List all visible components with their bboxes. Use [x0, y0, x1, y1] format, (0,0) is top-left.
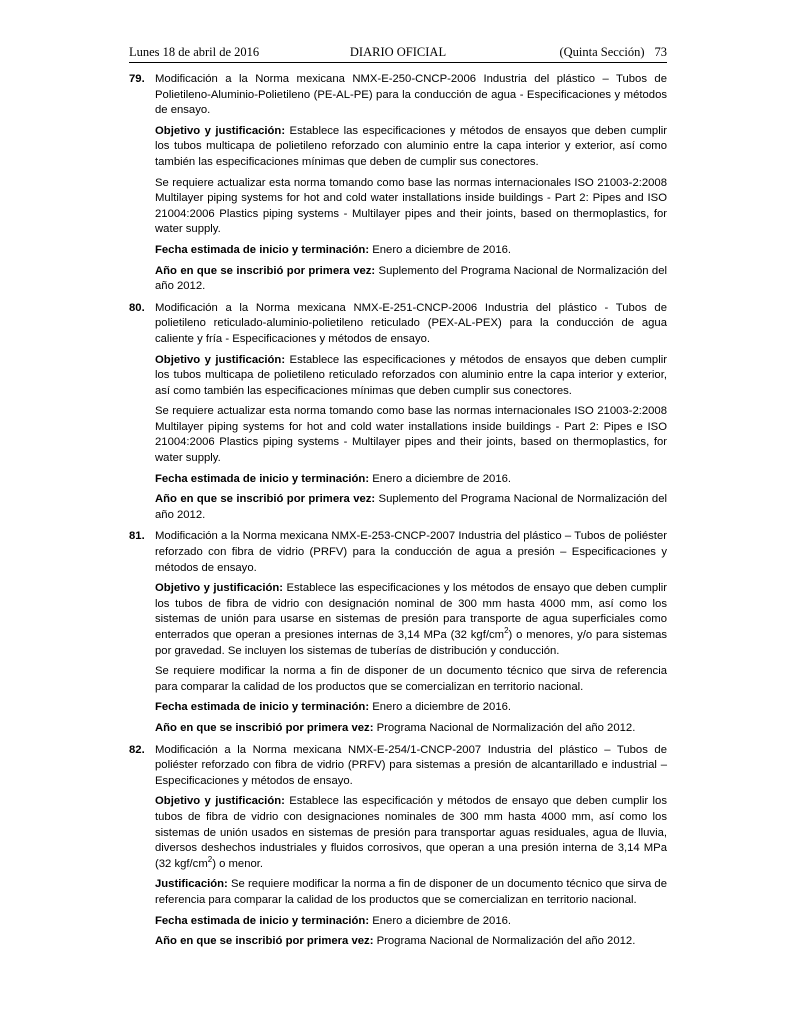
- entry-title: Modificación a la Norma mexicana NMX-E-254/1-CNCP-2007 Industria del plástico – Tubos de poliéster reforzado con fibra de vidrio (PRFV) para sistemas a presión de alcantarillado e industrial – Especificaciones y métodos de ensayo.: [155, 743, 667, 787]
- entry-dates: [155, 243, 667, 259]
- entry-first-year: [155, 934, 667, 950]
- entry-number: 79.: [129, 73, 145, 85]
- dates-text: Enero a diciembre de 2016.: [369, 243, 512, 256]
- entry-objective: [155, 124, 667, 171]
- norm-entry-81: [129, 529, 667, 736]
- dates-label: Fecha estimada de inicio y terminación:: [155, 914, 370, 927]
- entry-first-year: [155, 492, 667, 523]
- entry-justification: [155, 877, 667, 908]
- header-date: Lunes 18 de abril de 2016: [129, 45, 260, 59]
- objective-label: Objetivo y justificación:: [155, 353, 286, 366]
- justification-label: Justificación:: [155, 878, 228, 891]
- entry-requirement: Se requiere actualizar esta norma tomando como base las normas internacionales ISO 21003-2:2008 Multilayer piping systems for hot and cold water installations inside buildings - Part 2: Pipes e ISO 21004:2006 Plastics piping systems - Multilayer pipes and their joints, based on thermoplastics, for water supply.: [155, 405, 667, 465]
- dates-label: Fecha estimada de inicio y terminación:: [155, 701, 370, 714]
- first-year-label: Año en que se inscribió por primera vez:: [155, 935, 374, 948]
- entry-objective: [155, 581, 667, 659]
- objective-text-end: ) o menor.: [212, 857, 264, 870]
- first-year-label: Año en que se inscribió por primera vez:: [155, 264, 376, 277]
- objective-text: Establece las especificación y métodos de ensayo que deben cumplir los tubos de fibra de vidrio con designaciones nominales de 300 mm hasta 4000 mm, así como los sistemas de unión usados en sistemas de presión para transportar aguas residuales, agua de lluvia, diversos deshechos industriales y fluidos corrosivos, que operan a una presión interna de 3,14 MPa (32 kgf/cm: [155, 795, 667, 870]
- entry-objective: [155, 353, 667, 400]
- dates-label: Fecha estimada de inicio y terminación:: [155, 472, 370, 485]
- entry-title: Modificación a la Norma mexicana NMX-E-250-CNCP-2006 Industria del plástico – Tubos de Polietileno-Aluminio-Polietileno (PE-AL-PE) para la conducción de agua - Especificaciones y métodos de ensayo.: [155, 73, 667, 117]
- entry-first-year: [155, 264, 667, 295]
- justification-text: Se requiere modificar la norma a fin de disponer de un documento técnico que sirva de referencia para comparar la calidad de los productos que se comercializan en territorio nacional.: [155, 878, 667, 906]
- entry-title: Modificación a la Norma mexicana NMX-E-253-CNCP-2007 Industria del plástico – Tubos de poliéster reforzado con fibra de vidrio (PRFV) para la conducción de agua a presión – Especificaciones y métodos de ensayo.: [155, 530, 667, 574]
- objective-label: Objetivo y justificación:: [155, 124, 286, 137]
- entry-number: 82.: [129, 743, 145, 756]
- entry-number: 81.: [129, 530, 145, 543]
- norm-entry-82: [129, 743, 667, 950]
- entry-dates: [155, 914, 667, 930]
- objective-label: Objetivo y justificación:: [155, 582, 284, 595]
- first-year-text: Suplemento del Programa Nacional de Normalización del año 2012.: [155, 264, 667, 293]
- page-content: [129, 72, 667, 950]
- first-year-label: Año en que se inscribió por primera vez:: [155, 721, 374, 734]
- header-section-page: [559, 44, 667, 60]
- header-page-number: 73: [654, 45, 667, 59]
- dates-text: Enero a diciembre de 2016.: [369, 472, 512, 485]
- entry-number: 80.: [129, 301, 145, 314]
- entry-requirement: Se requiere modificar la norma a fin de disponer de un documento técnico que sirva de referencia para comparar la calidad de los productos que se comercializan en territorio nacional.: [155, 665, 667, 693]
- entry-first-year: [155, 721, 667, 737]
- header-publication: DIARIO OFICIAL: [349, 45, 447, 59]
- first-year-text: Suplemento del Programa Nacional de Normalización del año 2012.: [155, 493, 667, 521]
- first-year-text: Programa Nacional de Normalización del año 2012.: [373, 935, 636, 948]
- dates-label: Fecha estimada de inicio y terminación:: [155, 243, 370, 256]
- objective-text-end: ) o menores, y/o para sistemas por gravedad. Se incluyen los sistemas de tuberías de distribución y conducción.: [155, 629, 667, 657]
- objective-text: Establece las especificaciones y métodos de ensayos que deben cumplir los tubos multicapa de polietileno reticulado reforzados con aluminio entre la capa interior y exterior, así como también las especificaciones mínimas que deben cumplir sus conectores.: [155, 353, 667, 397]
- first-year-label: Año en que se inscribió por primera vez:: [155, 493, 376, 506]
- header-rule: [129, 62, 667, 63]
- entry-requirement: Se requiere actualizar esta norma tomando como base las normas internacionales ISO 21003-2:2008 Multilayer piping systems for hot and cold water installations inside buildings - Part 2: Pipes and ISO 21004:2006 Plastics piping systems - Multilayer pipes and their joints, based on thermoplastics, for water supply.: [155, 176, 667, 236]
- norm-entry-80: [129, 301, 667, 524]
- norm-entry-79: [129, 72, 667, 295]
- entry-dates: [155, 700, 667, 716]
- superscript-exponent: 2: [504, 626, 509, 636]
- superscript-exponent: 2: [207, 854, 213, 864]
- entry-objective: [155, 794, 667, 872]
- dates-text: Enero a diciembre de 2016.: [369, 701, 512, 714]
- entry-title: Modificación a la Norma mexicana NMX-E-251-CNCP-2006 Industria del plástico - Tubos de polietileno reticulado-aluminio-polietileno reticulado (PEX-AL-PEX) para la conducción de agua caliente y fría - Especificaciones y métodos de ensayo.: [155, 301, 667, 345]
- dates-text: Enero a diciembre de 2016.: [369, 914, 512, 927]
- objective-label: Objetivo y justificación:: [155, 795, 285, 808]
- objective-text: Establece las especificaciones y métodos de ensayos que deben cumplir los tubos multicapa de polietileno reforzado con aluminio entre la capa interior y exterior, así como también las especificaciones mínimas que deben de cumplir sus conectores.: [155, 124, 667, 168]
- first-year-text: Programa Nacional de Normalización del año 2012.: [373, 721, 636, 734]
- entry-dates: [155, 472, 667, 488]
- objective-text: Establece las especificaciones y los métodos de ensayo que deben cumplir los tubos de fibra de vidrio con designación nominal de 300 mm hasta 4000 mm, así como los sistemas de unión para usarse en sistemas de presión para transporte de agua superficiales como enterrados que operan a presiones internas de 3,14 MPa (32 kgf/cm: [155, 582, 667, 641]
- header-section: (Quinta Sección): [559, 45, 645, 59]
- page-header: [129, 44, 667, 62]
